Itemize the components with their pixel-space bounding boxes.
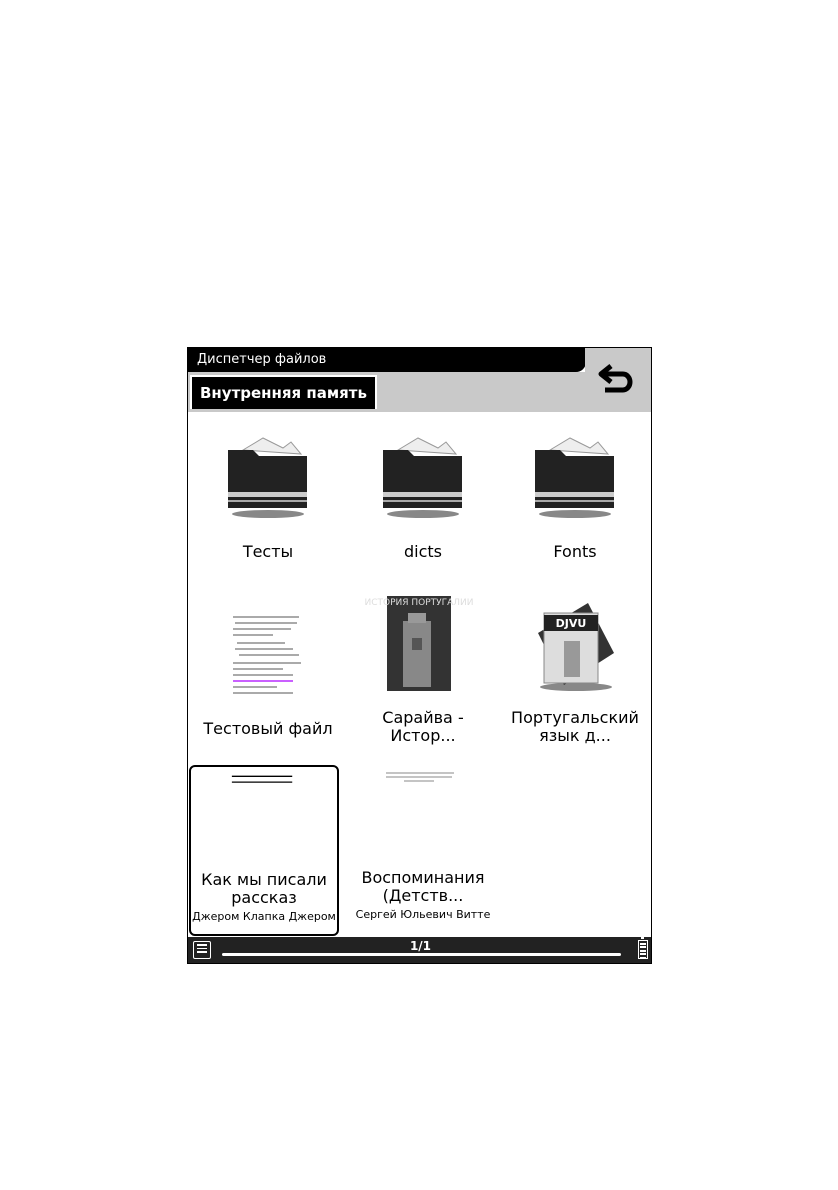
djvu-icon xyxy=(500,593,650,708)
item-author: Сергей Юльевич Витте xyxy=(355,908,491,921)
item-label: Португальский язык д... xyxy=(511,708,639,745)
folder-icon xyxy=(348,420,498,535)
status-bar xyxy=(188,937,652,963)
document-thumbnail xyxy=(193,593,343,708)
item-label: Тесты xyxy=(242,542,294,561)
location-tab[interactable]: Внутренняя память xyxy=(190,375,377,409)
folder-item[interactable] xyxy=(193,420,343,590)
book-item[interactable] xyxy=(348,765,498,935)
file-manager-screen xyxy=(187,347,652,964)
item-label: Тестовый файл xyxy=(203,719,333,738)
item-label: Сарайва - Истор... xyxy=(382,708,464,745)
book-cover xyxy=(191,767,337,882)
folder-icon xyxy=(193,420,343,535)
book-cover xyxy=(348,593,498,708)
item-author: Джером Клапка Джером xyxy=(192,910,336,923)
book-item[interactable] xyxy=(348,593,498,763)
back-arrow-icon xyxy=(597,360,637,398)
file-item[interactable] xyxy=(500,593,650,763)
window-title: Диспетчер файлов xyxy=(188,348,586,372)
book-cover xyxy=(348,765,498,880)
location-bar xyxy=(188,372,652,412)
item-label: Как мы писали рассказ xyxy=(201,870,327,907)
folder-item[interactable] xyxy=(348,420,498,590)
djvu-badge: DJVU xyxy=(555,617,587,630)
back-button[interactable] xyxy=(585,348,651,412)
item-label: Воспоминания (Детств... xyxy=(361,868,485,905)
battery-icon xyxy=(638,940,648,959)
page-progress-bar xyxy=(222,953,621,956)
item-label: dicts xyxy=(403,542,442,561)
file-item[interactable] xyxy=(193,593,343,763)
item-label: Fonts xyxy=(553,542,597,561)
folder-icon xyxy=(500,420,650,535)
book-cover-title: ИСТОРИЯ ПОРТУГАЛИИ xyxy=(364,598,474,608)
folder-item[interactable] xyxy=(500,420,650,590)
page-indicator: 1/1 xyxy=(409,939,432,953)
book-item-selected[interactable] xyxy=(189,765,339,936)
